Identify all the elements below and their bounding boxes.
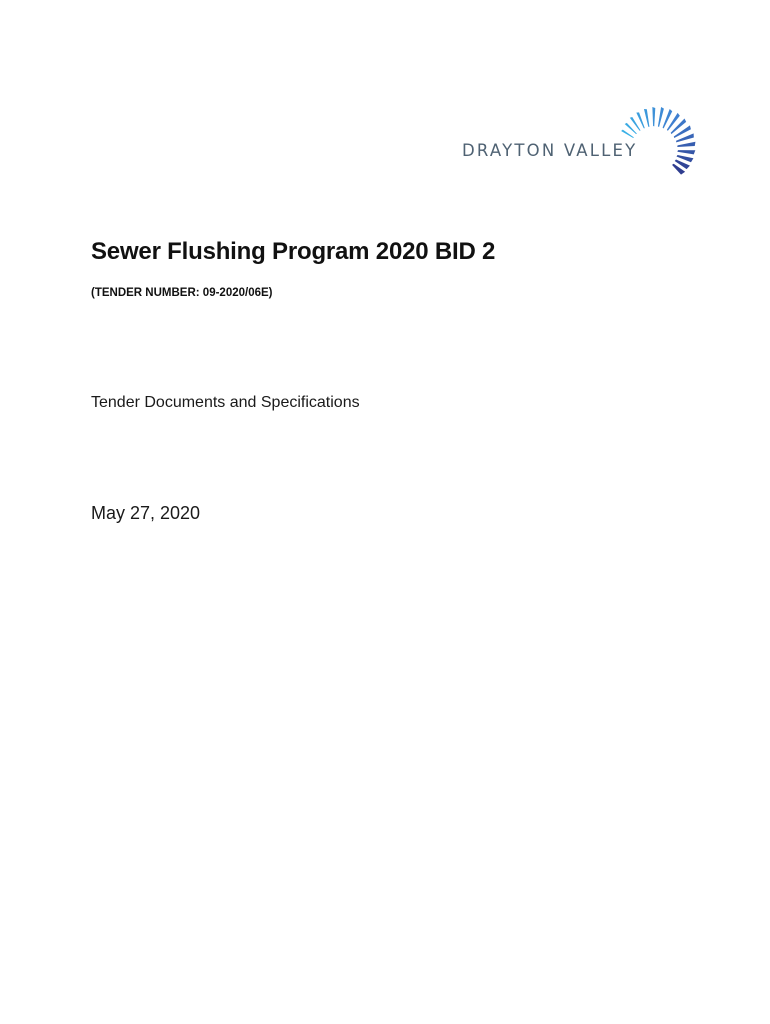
tender-number: (TENDER NUMBER: 09-2020/06E)	[91, 287, 273, 299]
document-date: May 27, 2020	[91, 503, 201, 523]
sunburst-icon	[444, 72, 718, 194]
logo-ray	[677, 142, 695, 147]
logo-ray	[652, 107, 655, 126]
logo-ray	[644, 109, 649, 127]
logo-ray	[621, 130, 634, 138]
logo-ray	[677, 150, 695, 154]
logo-ray	[658, 107, 664, 127]
document-title: Sewer Flushing Program 2020 BID 2	[91, 238, 496, 265]
logo-text: DRAYTON VALLEY	[462, 141, 638, 160]
document-subtitle: Tender Documents and Specifications	[91, 394, 360, 411]
drayton-valley-logo	[444, 72, 718, 194]
